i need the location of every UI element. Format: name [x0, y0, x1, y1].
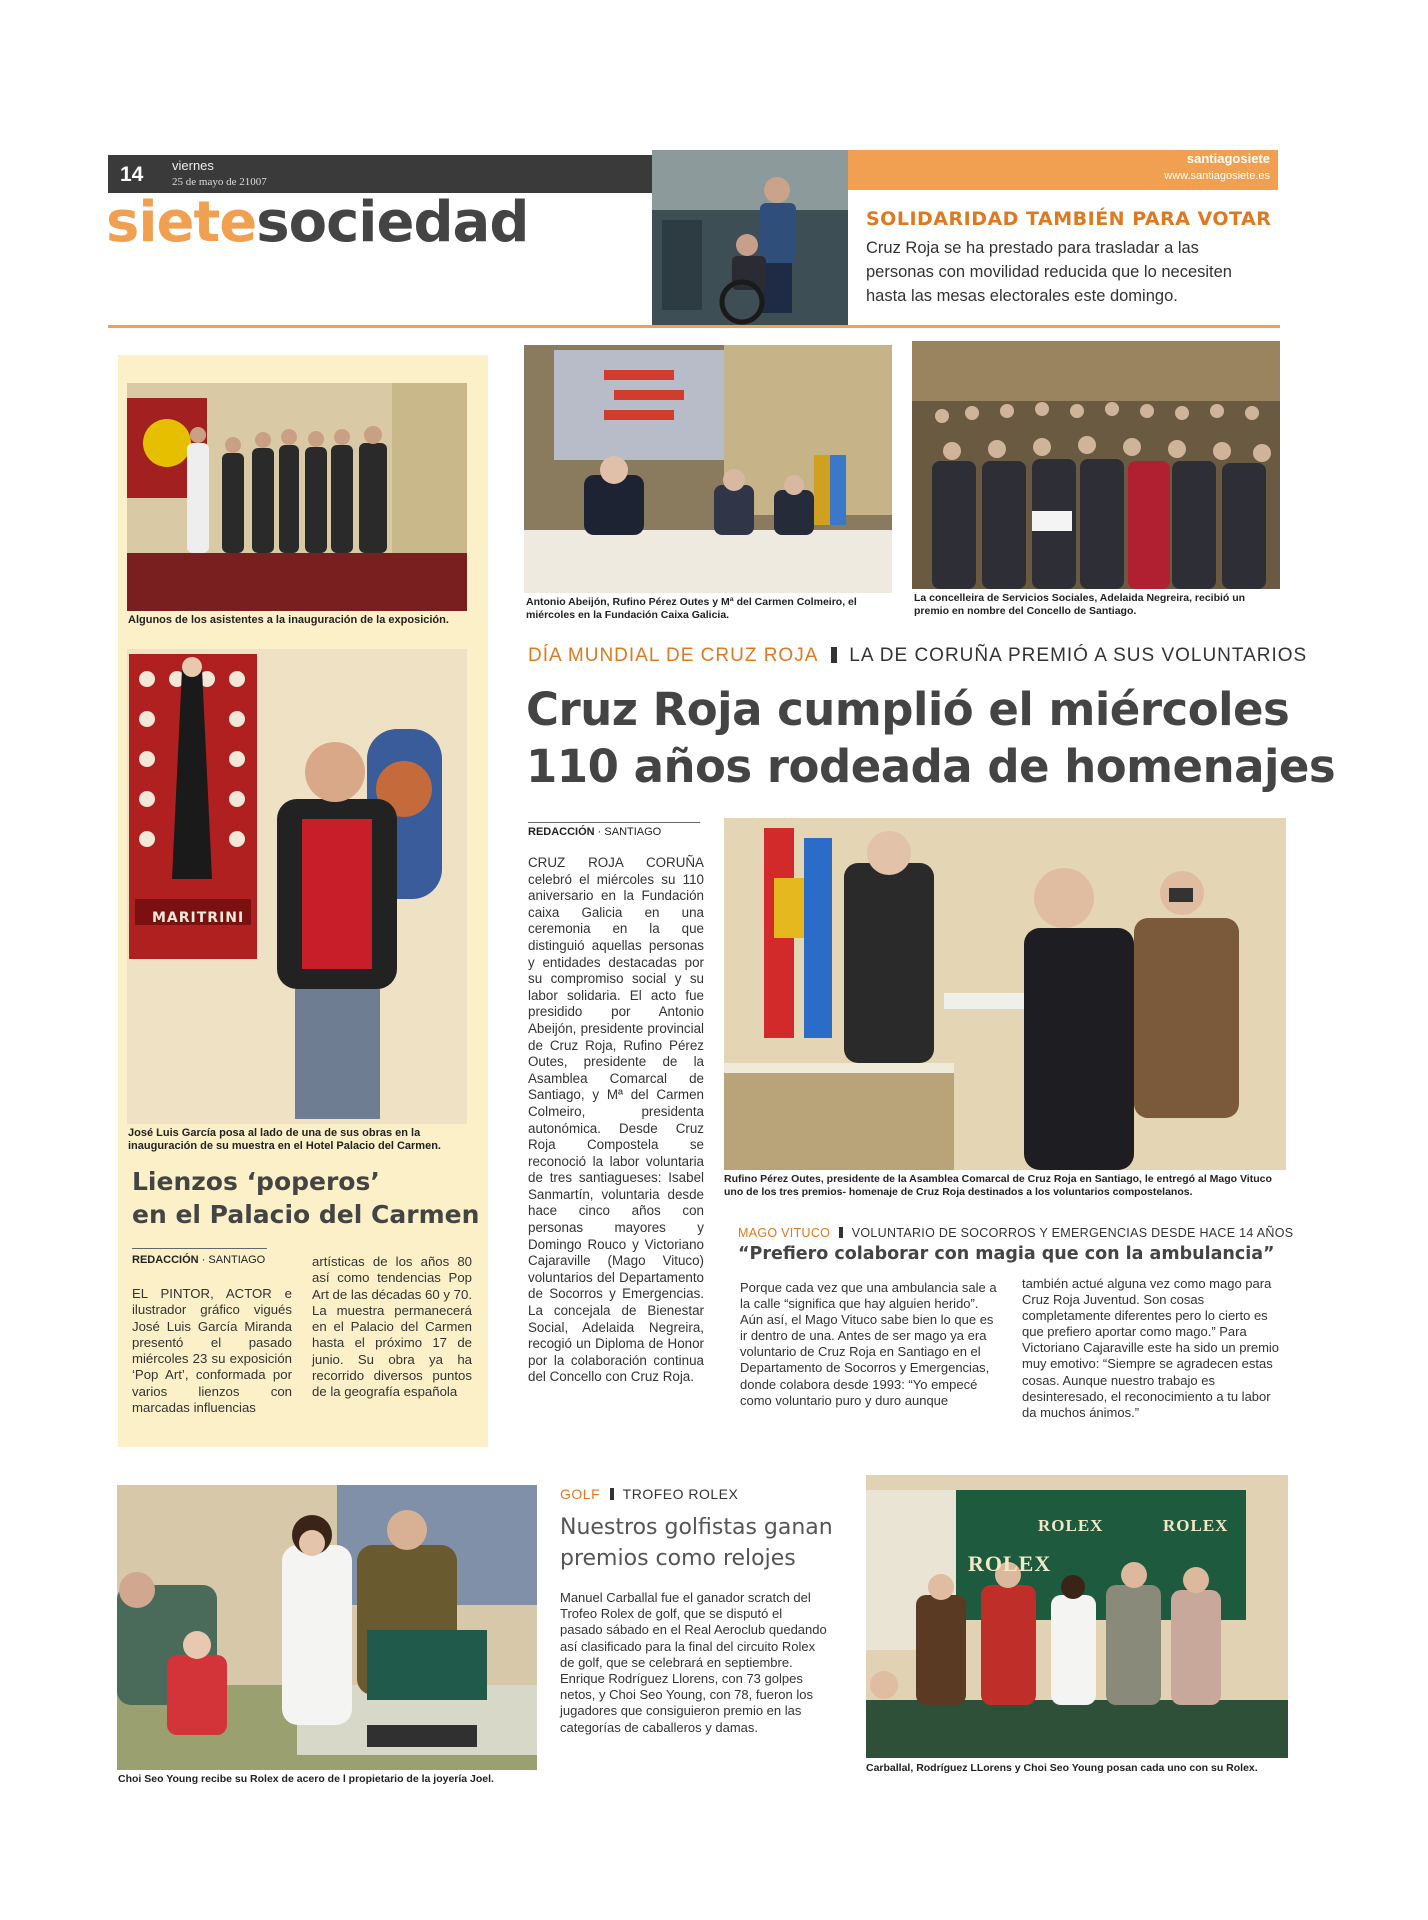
conference-table-photo	[524, 345, 892, 593]
section-title-bold: sociedad	[256, 190, 529, 255]
page-number: 14	[120, 163, 144, 186]
golf-kicker-orange: GOLF	[560, 1486, 601, 1502]
exhibition-group-photo	[127, 383, 467, 611]
golf-kicker-separator	[610, 1488, 614, 1500]
brand-name: santiagosiete	[1186, 151, 1270, 166]
rolex-banner-word-2: ROLEX	[1163, 1516, 1229, 1535]
golf-headline-1: Nuestros golfistas ganan	[560, 1515, 833, 1540]
sub-article-col2: también actué alguna vez como mago para Cruz Roja Juventud. Son cosas completamente diferentes pero lo cierto es que prefiero aportar como mago.” Para Victoriano Cajaraville este ha sido un premio muy emotivo: “Siempre se agradecen estas cosas. Aunque nuestro trabajo es desinteresado, el reconocimiento a tu labor da muchos ánimos.”	[1022, 1276, 1280, 1420]
sub-article-col1: Porque cada vez que una ambulancia sale a la calle “significa que hay alguien herido”. Aún así, el Mago Vituco sabe bien lo que es ir dentro de una. Antes de ser mago ya era voluntario de Cruz Roja en Santiago en el Departamento de Socorros y Emergencias, donde colabora desde 1993: “Yo empecé como voluntario puro y duro aunque	[740, 1280, 997, 1408]
left-article-col1: EL PINTOR, ACTOR e ilustrador gráfico vigués José Luis García Miranda presentó el pasado miércoles 23 su exposición ‘Pop Art’, conformada por varios lienzos con marcadas influencias	[132, 1286, 292, 1416]
wheelchair-voting-photo	[652, 150, 848, 325]
main-kicker	[528, 645, 1307, 667]
left-byline-place: · SANTIAGO	[198, 1254, 266, 1266]
award-handover-caption: Rufino Pérez Outes, presidente de la Asamblea Comarcal de Cruz Roja en Santiago, le entregó al Mago Vituco uno de los tres premios- homenaje de Cruz Roja destinados a los voluntarios compostelanos.	[724, 1173, 1272, 1198]
left-byline-author: REDACCIÓN	[132, 1254, 199, 1266]
left-byline-rule	[132, 1248, 267, 1249]
artist-photo	[127, 649, 467, 1124]
main-byline-rule	[528, 822, 700, 823]
main-article-body: CRUZ ROJA CORUÑA celebró el miércoles su 110 aniversario en la Fundación caixa Galicia en una ceremonia en la que distinguió aquellas personas y entidades destacadas por su compromiso social y su labor solidaria. El acto fue presidido por Antonio Abeijón, presidente provincial de Cruz Roja, Rufino Pérez Outes, presidente de la Asamblea Comarcal de Santiago, y Mª del Carmen Colmeiro, presidenta autonómica. Desde Cruz Roja Compostela se reconoció la labor voluntaria de tres santiagueses: Isabel Sanmartín, voluntaria desde hace cinco años con personas mayores y Domingo Rouco y Victoriano Cajaraville (Mago Vituco) voluntarios del Departamento de Socorros y Emergencias. La concejala de Bienestar Social, Adelaida Negreira, recogió un Diploma de Honor por la colaboración continua del Concello con Cruz Roja.	[528, 855, 704, 1385]
sub-kicker	[738, 1226, 1293, 1240]
golf-article-body: Manuel Carballal fue el ganador scratch del Trofeo Rolex de golf, que se disputó el pasado sábado en el Real Aeroclub quedando así clasificado para la final del circuito Rolex de golf, que se celebrará en septiembre. Enrique Rodríguez Llorens, con 73 golpes netos, y Choi Seo Young, con 78, fueron los jugadores que consiguieron premio en las categorías de caballeros y damas.	[560, 1590, 827, 1735]
brand-url: www.santiagosiete.es	[1164, 170, 1270, 182]
artist-caption: José Luis García posa al lado de una de sus obras en la inauguración de su muestra en el Hotel Palacio del Carmen.	[128, 1127, 441, 1152]
main-kicker-gray: LA DE CORUÑA PREMIÓ A SUS VOLUNTARIOS	[849, 645, 1308, 666]
golf-right-caption: Carballal, Rodríguez LLorens y Choi Seo Young posan cada uno con su Rolex.	[866, 1762, 1258, 1774]
left-headline-2: en el Palacio del Carmen	[132, 1200, 480, 1229]
golf-award-photo	[117, 1485, 537, 1770]
golf-headline-2: premios como relojes	[560, 1546, 796, 1571]
award-handover-photo	[724, 818, 1286, 1170]
poster-text: MARITRINI	[152, 910, 245, 926]
section-title	[106, 192, 528, 254]
left-headline-1: Lienzos ‘poperos’	[132, 1167, 380, 1196]
main-byline-place: · SANTIAGO	[594, 826, 662, 838]
main-kicker-orange: DÍA MUNDIAL DE CRUZ ROJA	[528, 645, 819, 666]
left-byline	[132, 1254, 265, 1266]
sub-kicker-separator	[839, 1227, 843, 1238]
main-byline-author: REDACCIÓN	[528, 826, 595, 838]
golf-kicker	[560, 1486, 738, 1502]
teaser-text: Cruz Roja se ha prestado para trasladar a las personas con movilidad reducida que lo necesiten hasta las mesas electorales este domingo.	[866, 239, 1232, 305]
main-headline-1: Cruz Roja cumplió el miércoles	[526, 683, 1290, 736]
header-date: 25 de mayo de 21007	[172, 176, 267, 188]
sub-headline: “Prefiero colaborar con magia que con la ambulancia”	[738, 1244, 1275, 1264]
audience-caption: La concelleira de Servicios Sociales, Adelaida Negreira, recibió un premio en nombre del Concello de Santiago.	[914, 592, 1246, 617]
teaser-title: SOLIDARIDAD TAMBIÉN PARA VOTAR	[866, 208, 1272, 230]
golf-left-caption: Choi Seo Young recibe su Rolex de acero de l propietario de la joyería Joel.	[118, 1773, 494, 1785]
rolex-banner-word-3: ROLEX	[968, 1551, 1052, 1576]
golf-kicker-gray: TROFEO ROLEX	[622, 1486, 739, 1502]
sub-kicker-orange: MAGO VITUCO	[738, 1226, 831, 1240]
exhibition-caption: Algunos de los asistentes a la inauguración de la exposición.	[128, 614, 449, 626]
section-title-light: siete	[106, 190, 257, 255]
audience-photo	[912, 341, 1280, 589]
header-day: viernes	[172, 158, 214, 173]
left-article-col2: artísticas de los años 80 así como tendencias Pop Art de las décadas 60 y 70. La muestra permanecerá en el Palacio del Carmen hasta el próximo 17 de junio. Su obra ya ha recorrido diversos puntos de la geografía española	[312, 1254, 472, 1400]
header-rule	[108, 325, 1280, 328]
rolex-banner-word-1: ROLEX	[1038, 1516, 1104, 1535]
sub-kicker-gray: VOLUNTARIO DE SOCORROS Y EMERGENCIAS DESDE HACE 14 AÑOS	[851, 1226, 1294, 1240]
kicker-separator	[831, 647, 837, 663]
conference-caption: Antonio Abeijón, Rufino Pérez Outes y Mª del Carmen Colmeiro, el miércoles en la Fundación Caixa Galicia.	[526, 596, 857, 621]
main-byline	[528, 826, 661, 838]
main-headline-2: 110 años rodeada de homenajes	[526, 740, 1336, 793]
